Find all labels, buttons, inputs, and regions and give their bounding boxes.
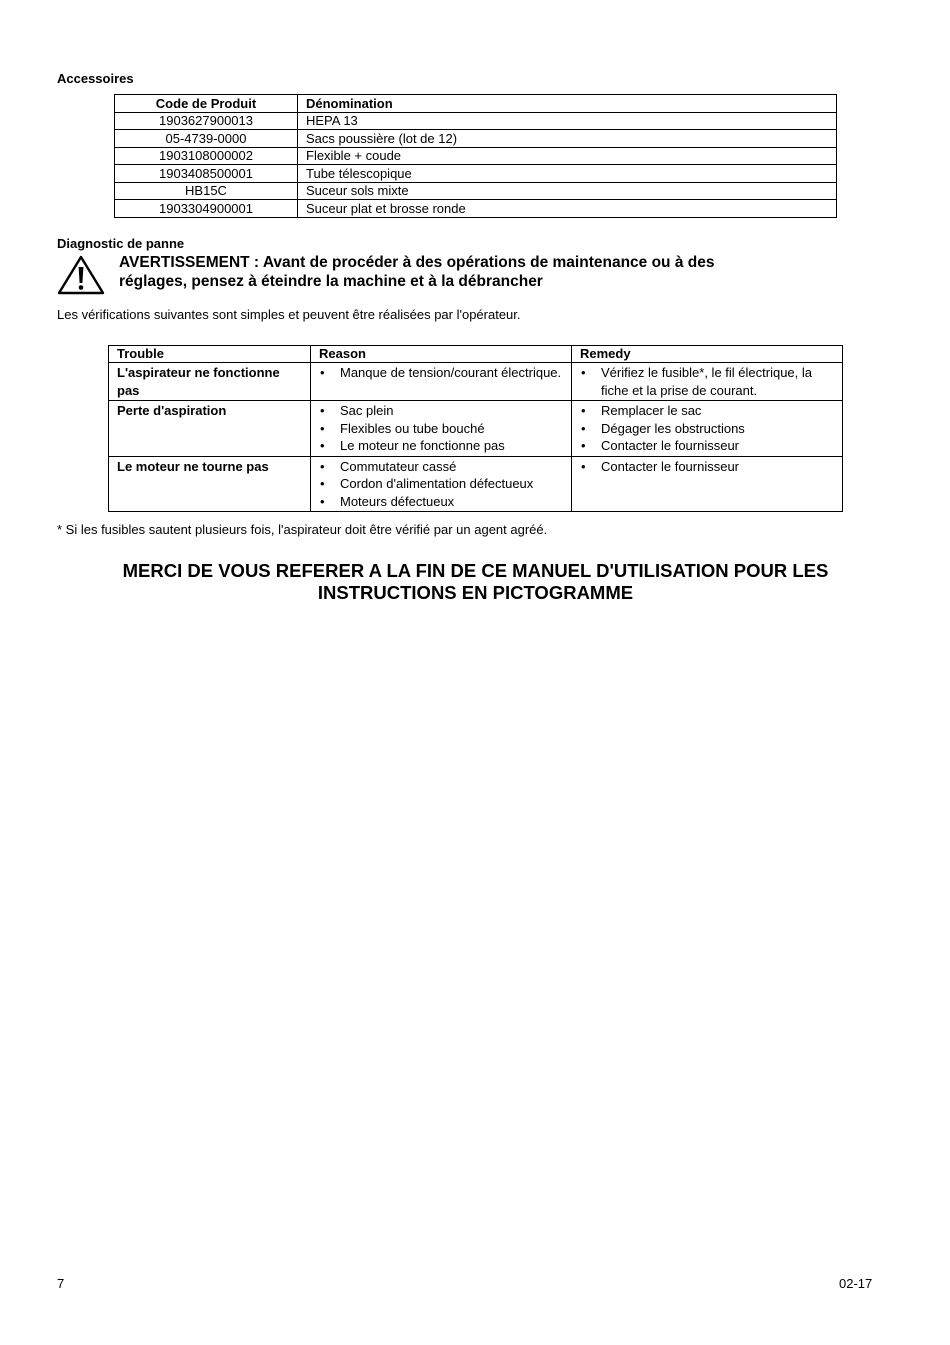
table-row — [115, 112, 837, 130]
bullet: • — [581, 458, 586, 474]
warning-triangle-icon — [57, 255, 105, 295]
troubleshooting-table — [108, 345, 843, 512]
trouble-cell: Perte d'aspiration — [109, 401, 311, 457]
table-row — [115, 182, 837, 200]
bullet: • — [320, 420, 325, 436]
bullet: • — [581, 403, 586, 418]
reason-text: Manque de tension/courant électrique. — [340, 365, 562, 380]
product-code: 1903304900001 — [115, 200, 298, 218]
trouble-cell: Le moteur ne tourne pas — [109, 456, 311, 512]
column-header-remedy: Remedy — [572, 346, 843, 363]
bullet: • — [320, 438, 325, 453]
warning-line-1: AVERTISSEMENT : Avant de procéder à des opérations de maintenance ou à des — [119, 254, 715, 271]
reason-text: Commutateur cassé — [340, 458, 457, 474]
document-code: 02-17 — [839, 1276, 873, 1291]
list-item — [319, 364, 563, 382]
bullet: • — [320, 476, 325, 491]
table-row — [115, 130, 837, 148]
column-header-trouble: Trouble — [109, 346, 311, 363]
notice-line-1: MERCI DE VOUS REFERER A LA FIN DE CE MANUEL D'UTILISATION POUR LES — [122, 560, 829, 581]
table-header-row — [109, 346, 843, 363]
bullet: • — [581, 365, 586, 380]
column-header-reason: Reason — [311, 346, 572, 363]
list-item — [319, 420, 563, 438]
bullet: • — [320, 403, 325, 418]
list-item — [580, 364, 834, 399]
reason-text: Flexibles ou tube bouché — [340, 420, 485, 436]
list-item — [580, 402, 834, 420]
list-item — [319, 437, 563, 455]
bullet: • — [581, 420, 586, 436]
list-item — [319, 458, 563, 476]
list-item — [319, 475, 563, 493]
list-item — [580, 458, 834, 476]
remedy-text: Vérifiez le fusible*, le fil électrique, la fiche et la prise de courant. — [601, 365, 812, 398]
product-code: 1903108000002 — [115, 147, 298, 165]
diagnostic-heading: Diagnostic de panne — [57, 236, 185, 251]
reason-text: Moteurs défectueux — [340, 493, 455, 509]
diagnostic-intro: Les vérifications suivantes sont simples et peuvent être réalisées par l'opérateur. — [57, 307, 521, 322]
bullet: • — [320, 493, 325, 509]
trouble-cell: L'aspirateur ne fonctionne pas — [109, 363, 311, 401]
product-name: HEPA 13 — [298, 112, 837, 130]
reason-cell — [311, 363, 572, 401]
warning-message — [119, 253, 839, 291]
column-header-code: Code de Produit — [115, 95, 298, 113]
product-name: Tube télescopique — [298, 165, 837, 183]
fuse-footnote: * Si les fusibles sautent plusieurs fois, l'aspirateur doit être vérifié par un agent agréé. — [57, 522, 548, 537]
remedy-cell — [572, 363, 843, 401]
product-code: 1903408500001 — [115, 165, 298, 183]
table-row — [109, 456, 843, 512]
list-item — [319, 402, 563, 420]
product-name: Suceur sols mixte — [298, 182, 837, 200]
product-name: Sacs poussière (lot de 12) — [298, 130, 837, 148]
remedy-text: Contacter le fournisseur — [601, 438, 740, 453]
list-item — [319, 493, 563, 511]
reason-cell — [311, 401, 572, 457]
notice-line-2: INSTRUCTIONS EN PICTOGRAMME — [317, 582, 634, 603]
table-row — [109, 401, 843, 457]
table-row — [109, 363, 843, 401]
table-row — [115, 147, 837, 165]
reason-text: Cordon d'alimentation défectueux — [340, 476, 534, 491]
table-header-row — [115, 95, 837, 113]
page-number: 7 — [57, 1276, 65, 1291]
remedy-cell — [572, 456, 843, 512]
list-item — [580, 420, 834, 438]
remedy-text: Remplacer le sac — [601, 403, 702, 418]
bullet: • — [320, 365, 325, 380]
column-header-name: Dénomination — [298, 95, 837, 113]
table-row — [115, 200, 837, 218]
accessories-table — [114, 94, 837, 218]
product-name: Suceur plat et brosse ronde — [298, 200, 837, 218]
product-code: 05-4739-0000 — [115, 130, 298, 148]
remedy-text: Dégager les obstructions — [601, 420, 745, 436]
list-item — [580, 437, 834, 455]
table-row — [115, 165, 837, 183]
bullet: • — [320, 458, 325, 474]
accessories-heading: Accessoires — [57, 71, 134, 86]
reason-text: Le moteur ne fonctionne pas — [340, 438, 505, 453]
remedy-text: Contacter le fournisseur — [601, 458, 740, 474]
remedy-cell — [572, 401, 843, 457]
warning-line-2: réglages, pensez à éteindre la machine et à la débrancher — [119, 273, 543, 290]
reason-text: Sac plein — [340, 403, 394, 418]
bullet: • — [581, 438, 586, 453]
product-name: Flexible + coude — [298, 147, 837, 165]
product-code: HB15C — [115, 182, 298, 200]
reason-cell — [311, 456, 572, 512]
pictogram-notice — [57, 560, 894, 604]
product-code: 1903627900013 — [115, 112, 298, 130]
